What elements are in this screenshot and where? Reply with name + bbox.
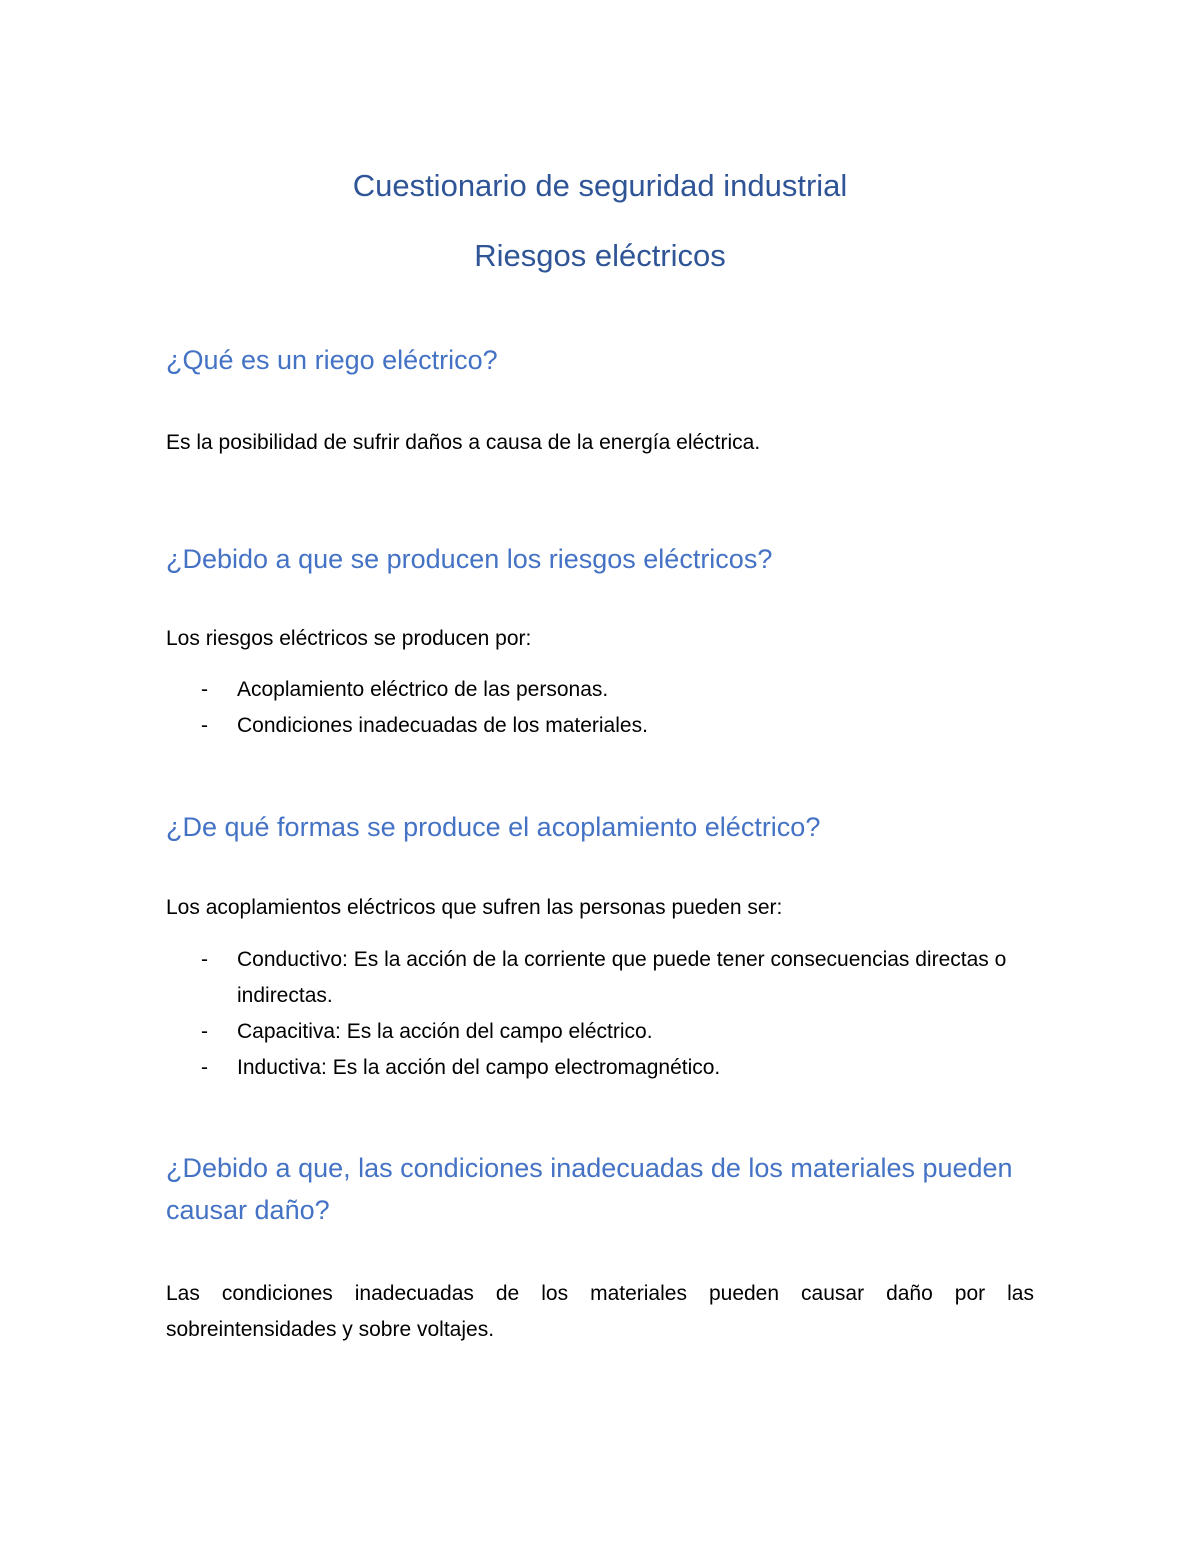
list-item-text: Capacitiva: Es la acción del campo eléctrico.: [237, 1020, 653, 1043]
answer-3-list: [166, 942, 1036, 1086]
bullet-dash: -: [201, 1056, 208, 1079]
document-title: Cuestionario de seguridad industrial: [352, 168, 848, 203]
answer-4: Las condiciones inadecuadas de los materiales pueden causar daño por las sobreintensidades y sobre voltajes.: [166, 1282, 1034, 1341]
list-item-text: Conductivo: Es la acción de la corriente que puede tener consecuencias directas o indirectas.: [237, 948, 1007, 1007]
list-item: [166, 708, 1036, 744]
answer-2-intro: Los riesgos eléctricos se producen por:: [166, 627, 532, 650]
document-subtitle: Riesgos eléctricos: [474, 238, 726, 273]
bullet-dash: -: [201, 714, 208, 737]
question-1: ¿Qué es un riego eléctrico?: [166, 345, 498, 375]
list-item-text: Inductiva: Es la acción del campo electromagnético.: [237, 1056, 721, 1079]
bullet-dash: -: [201, 948, 208, 971]
list-item-text: Acoplamiento eléctrico de las personas.: [237, 678, 609, 701]
list-item: [166, 672, 1036, 708]
question-2: ¿Debido a que se producen los riesgos eléctricos?: [166, 544, 773, 574]
question-3: ¿De qué formas se produce el acoplamiento eléctrico?: [166, 812, 821, 842]
list-item: [166, 1050, 1036, 1086]
list-item: [166, 1014, 1036, 1050]
bullet-dash: -: [201, 678, 208, 701]
answer-1: Es la posibilidad de sufrir daños a causa de la energía eléctrica.: [166, 431, 761, 454]
question-4: ¿Debido a que, las condiciones inadecuadas de los materiales pueden causar daño?: [166, 1153, 1013, 1225]
list-item-text: Condiciones inadecuadas de los materiales.: [237, 714, 648, 737]
list-item: [166, 942, 1036, 1014]
bullet-dash: -: [201, 1020, 208, 1043]
answer-2-list: [166, 672, 1036, 744]
answer-3-intro: Los acoplamientos eléctricos que sufren las personas pueden ser:: [166, 896, 783, 919]
